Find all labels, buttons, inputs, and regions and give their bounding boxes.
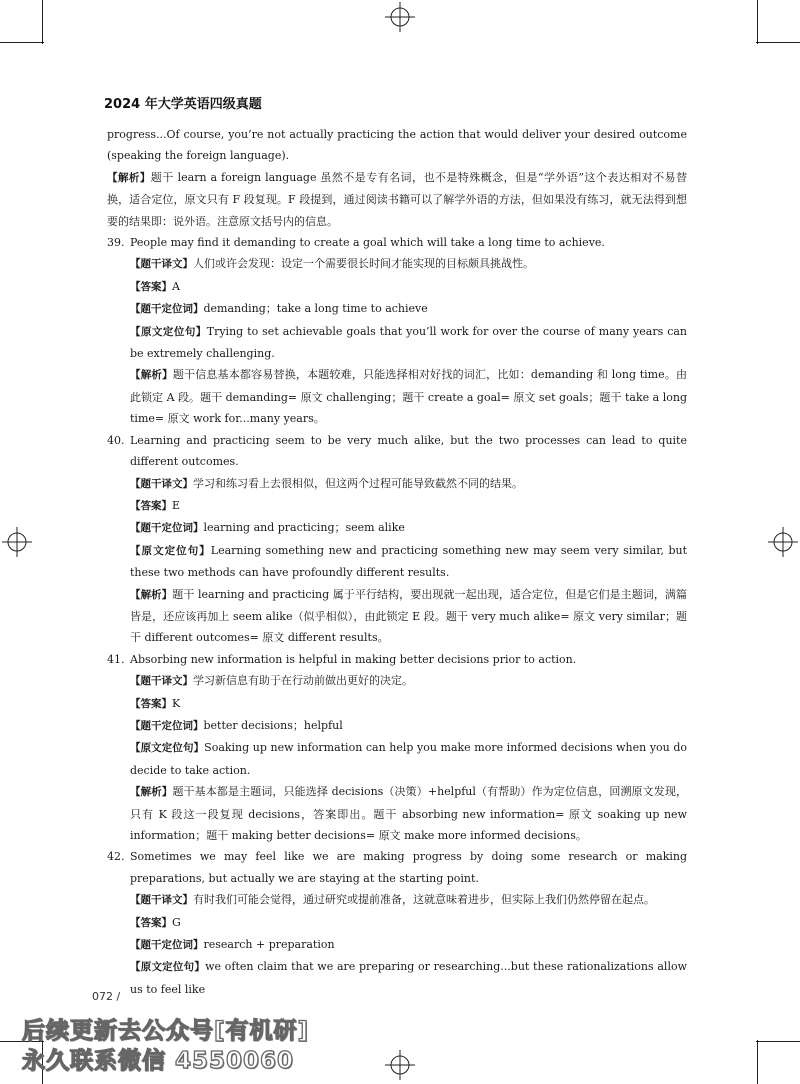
source-text: Soaking up new information can help you make more informed decisions when you do decide to take action. [130, 741, 687, 777]
keywords-label: 【题干定位词】 [130, 522, 204, 535]
answer-text: E [172, 498, 181, 512]
answer-text: G [172, 915, 181, 929]
source-text: Learning something new and practicing something new may seem very similar, but these two methods can have profoundly different results. [130, 543, 687, 580]
question-translation [107, 889, 687, 911]
question-keywords [107, 715, 687, 737]
source-label: 【原文定位句】 [130, 961, 206, 974]
analysis-label: 【解析】 [130, 786, 173, 799]
answer-label: 【答案】 [130, 499, 172, 512]
keywords-text: better decisions；helpful [203, 718, 343, 732]
question-answer [107, 276, 687, 298]
source-text: we often claim that we are preparing or researching...but these rationalizations allow us to feel like [130, 960, 687, 996]
question-stem [107, 430, 687, 473]
crop-mark [757, 1040, 758, 1084]
watermark-line-1: 后续更新去公众号[有机研] [22, 1018, 310, 1044]
analysis-label: 【解析】 [130, 588, 173, 601]
question-text: Absorbing new information is helpful in making better decisions prior to action. [130, 652, 577, 666]
crop-mark [42, 0, 43, 44]
answer-label: 【答案】 [130, 916, 172, 929]
question-keywords [107, 298, 687, 320]
keywords-text: research + preparation [203, 938, 335, 952]
translation-text: 学习和练习看上去很相似，但这两个过程可能导致截然不同的结果。 [193, 476, 523, 490]
keywords-label: 【题干定位词】 [130, 719, 204, 732]
translation-text: 人们或许会发现：设定一个需要很长时间才能实现的目标颇具挑战性。 [193, 257, 534, 271]
crop-mark [756, 42, 800, 43]
source-text: Trying to set achievable goals that you’ll work for over the course of many years can be extremely challenging. [130, 324, 687, 361]
question-text: People may find it demanding to create a goal which will take a long time to achieve. [130, 236, 605, 250]
crop-mark [756, 1041, 800, 1042]
question-analysis [107, 584, 687, 649]
analysis-text: 题干 learning and practicing 属于平行结构，要出现就一起出现，适合定位，但是它们是主题词，满篇皆是，还应该再加上 seem alike（似乎相似），由此锁定 E 段。题干 very much alike= 原文 very similar；题干 different outcomes= 原文 different results。 [130, 587, 687, 645]
translation-label: 【题干译文】 [130, 894, 193, 907]
analysis-text: 题干信息基本都容易替换，本题较难，只能选择相对好找的词汇，比如：demanding 和 long time。由此锁定 A 段。题干 demanding= 原文 challenging；题干 create a goal= 原文 set goals；题干 take a long time= 原文 work for...many years。 [130, 368, 688, 426]
source-label: 【原文定位句】 [130, 742, 205, 755]
question-translation [107, 473, 687, 495]
question-analysis [107, 364, 687, 429]
registration-mark-icon [768, 527, 798, 557]
registration-mark-icon [2, 527, 32, 557]
question-text: Sometimes we may feel like we are making progress by doing some research or making preparations, but actually we are staying at the starting point. [130, 850, 687, 885]
question-number: 42. [107, 850, 125, 864]
translation-text: 有时我们可能会觉得，通过研究或提前准备，这就意味着进步，但实际上我们仍然停留在起点。 [193, 893, 655, 907]
question-stem [107, 649, 687, 670]
translation-text: 学习新信息有助于在行动前做出更好的决定。 [193, 674, 413, 688]
intro-continuation: progress...Of course, you’re not actually practicing the action that would deliver your desired outcome (speaking the foreign language). [107, 128, 687, 163]
translation-label: 【题干译文】 [130, 258, 193, 271]
running-header-title: 2024 年大学英语四级真题 [104, 97, 262, 112]
keywords-text: learning and practicing；seem alike [203, 521, 405, 535]
question-number: 40. [107, 433, 125, 447]
question-answer [107, 912, 687, 934]
question-answer [107, 693, 687, 715]
page-content [107, 124, 687, 1000]
question-keywords [107, 934, 687, 956]
registration-mark-icon [385, 1050, 415, 1080]
answer-label: 【答案】 [130, 280, 172, 293]
question-translation [107, 670, 687, 692]
question-number: 41. [107, 652, 125, 666]
crop-mark [0, 42, 44, 43]
crop-mark [757, 0, 758, 44]
question-source [107, 540, 687, 584]
keywords-label: 【题干定位词】 [130, 939, 204, 952]
answer-label: 【答案】 [130, 697, 172, 710]
question-text: Learning and practicing seem to be very much alike, but the two processes can lead to quite different outcomes. [130, 433, 687, 469]
intro-analysis [107, 167, 687, 232]
question-keywords [107, 517, 687, 539]
source-label: 【原文定位句】 [130, 544, 211, 557]
question-answer [107, 495, 687, 517]
question-source [107, 321, 687, 365]
page-number: 072 / [92, 990, 121, 1003]
question-analysis [107, 781, 687, 846]
watermark-line-2: 永久联系微信 4550060 [22, 1048, 295, 1074]
answer-text: K [172, 696, 181, 710]
source-label: 【原文定位句】 [130, 325, 207, 338]
analysis-label: 【解析】 [130, 369, 173, 382]
translation-label: 【题干译文】 [130, 675, 193, 688]
analysis-text: 题干基本都是主题词，只能选择 decisions（决策）+helpful（有帮助）作为定位信息，回溯原文发现，只有 K 段这一段复现 decisions，答案即出。题干 absorbing new information= 原文 soaking up new information；题干 making better decisions= 原文 make more informed decisions。 [130, 785, 687, 842]
registration-mark-icon [385, 2, 415, 32]
question-stem [107, 232, 687, 253]
analysis-text: 题干 learn a foreign language 虽然不是专有名词，也不是特殊概念，但是“学外语”这个表达相对不易替换，适合定位，原文只有 F 段复现。F 段提到，通过阅读书籍可以了解学外语的方法，但如果没有练习，就无法得到想要的结果即：说外语。注意原文括号内的信息。 [107, 170, 688, 228]
answer-text: A [172, 279, 180, 293]
question-stem [107, 846, 687, 889]
question-source [107, 737, 687, 781]
keywords-label: 【题干定位词】 [130, 303, 204, 316]
keywords-text: demanding；take a long time to achieve [203, 302, 428, 316]
translation-label: 【题干译文】 [130, 477, 193, 490]
question-translation [107, 253, 687, 275]
analysis-label: 【解析】 [107, 171, 151, 184]
question-number: 39. [107, 236, 125, 250]
question-source [107, 956, 687, 1000]
